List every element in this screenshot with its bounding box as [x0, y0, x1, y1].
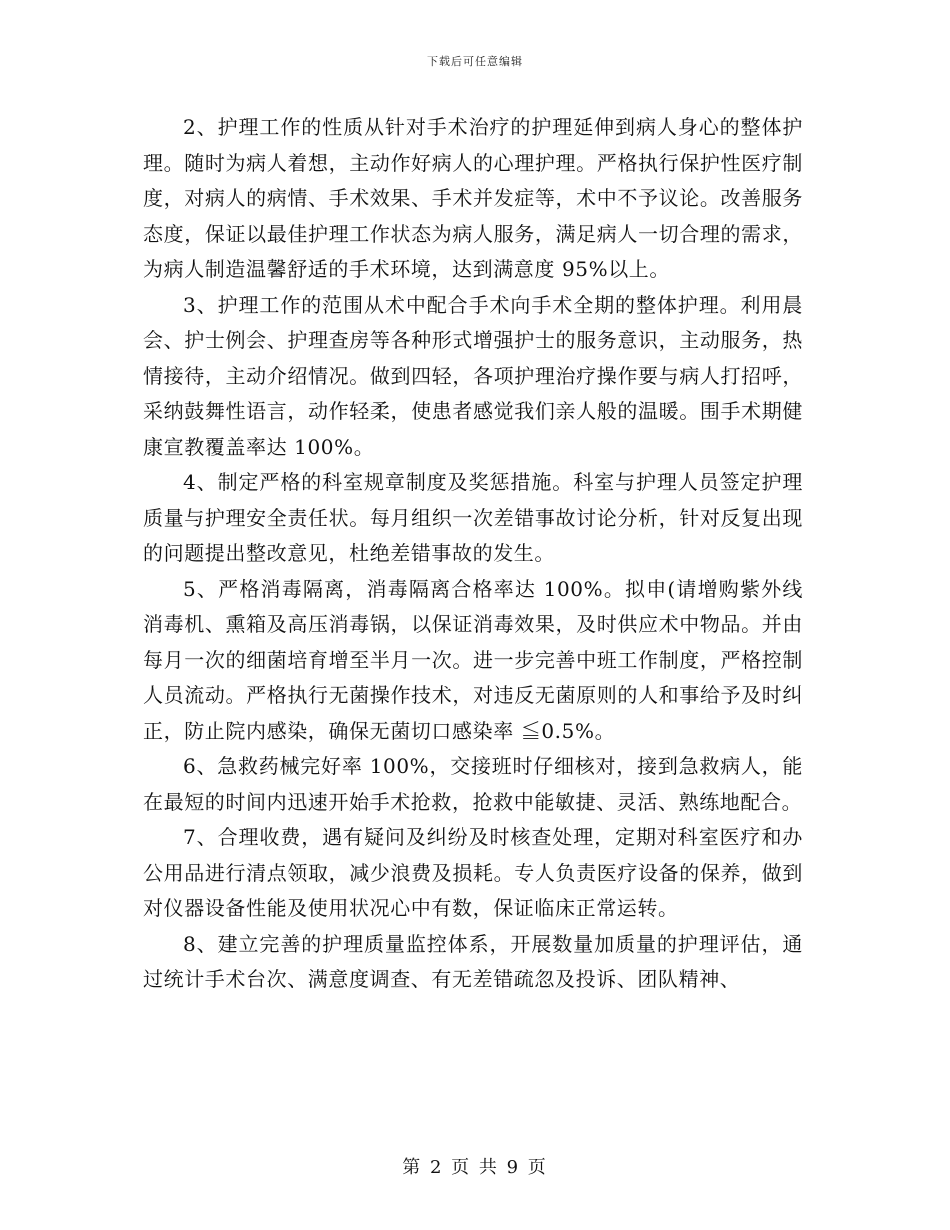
document-body: [143, 110, 803, 998]
paragraph-item-7: 7、合理收费，遇有疑问及纠纷及时核查处理，定期对科室医疗和办公用品进行清点领取，减少浪费及损耗。专人负责医疗设备的保养，做到对仪器设备性能及使用状况心中有数，保证临床正常运转。: [143, 825, 803, 920]
paragraph-item-5: 5、严格消毒隔离，消毒隔离合格率达 100%。拟申(请增购紫外线消毒机、熏箱及高压消毒锅，以保证消毒效果，及时供应术中物品。并由每月一次的细菌培育增至半月一次。进一步完善中班工作制度，严格控制人员流动。严格执行无菌操作技术，对违反无菌原则的人和事给予及时纠正，防止院内感染，确保无菌切口感染率 ≦0.5%。: [143, 576, 803, 743]
paragraph-item-6: 6、急救药械完好率 100%，交接班时仔细核对，接到急救病人，能在最短的时间内迅速开始手术抢救，抢救中能敏捷、灵活、熟练地配合。: [143, 754, 803, 814]
paragraph-item-2: 2、护理工作的性质从针对手术治疗的护理延伸到病人身心的整体护理。随时为病人着想，主动作好病人的心理护理。严格执行保护性医疗制度，对病人的病情、手术效果、手术并发症等，术中不予议论。改善服务态度，保证以最佳护理工作状态为病人服务，满足病人一切合理的需求，为病人制造温馨舒适的手术环境，达到满意度 95%以上。: [143, 115, 803, 281]
paragraph-item-8: 8、建立完善的护理质量监控体系，开展数量加质量的护理评估，通过统计手术台次、满意度调查、有无差错疏忽及投诉、团队精神、: [143, 931, 803, 991]
paragraph-item-3: 3、护理工作的范围从术中配合手术向手术全期的整体护理。利用晨会、护士例会、护理查房等各种形式增强护士的服务意识，主动服务，热情接待，主动介绍情况。做到四轻，各项护理治疗操作要与病人打招呼，采纳鼓舞性语言，动作轻柔，使患者感觉我们亲人般的温暖。围手术期健康宣教覆盖率达 100%。: [143, 292, 803, 459]
paragraph-item-4: 4、制定严格的科室规章制度及奖惩措施。科室与护理人员签定护理质量与护理安全责任状。每月组织一次差错事故讨论分析，针对反复出现的问题提出整改意见，杜绝差错事故的发生。: [143, 470, 803, 565]
page-header: 下载后可任意编辑: [427, 55, 523, 68]
page-number-footer: 第 2 页 共 9 页: [402, 1157, 548, 1178]
